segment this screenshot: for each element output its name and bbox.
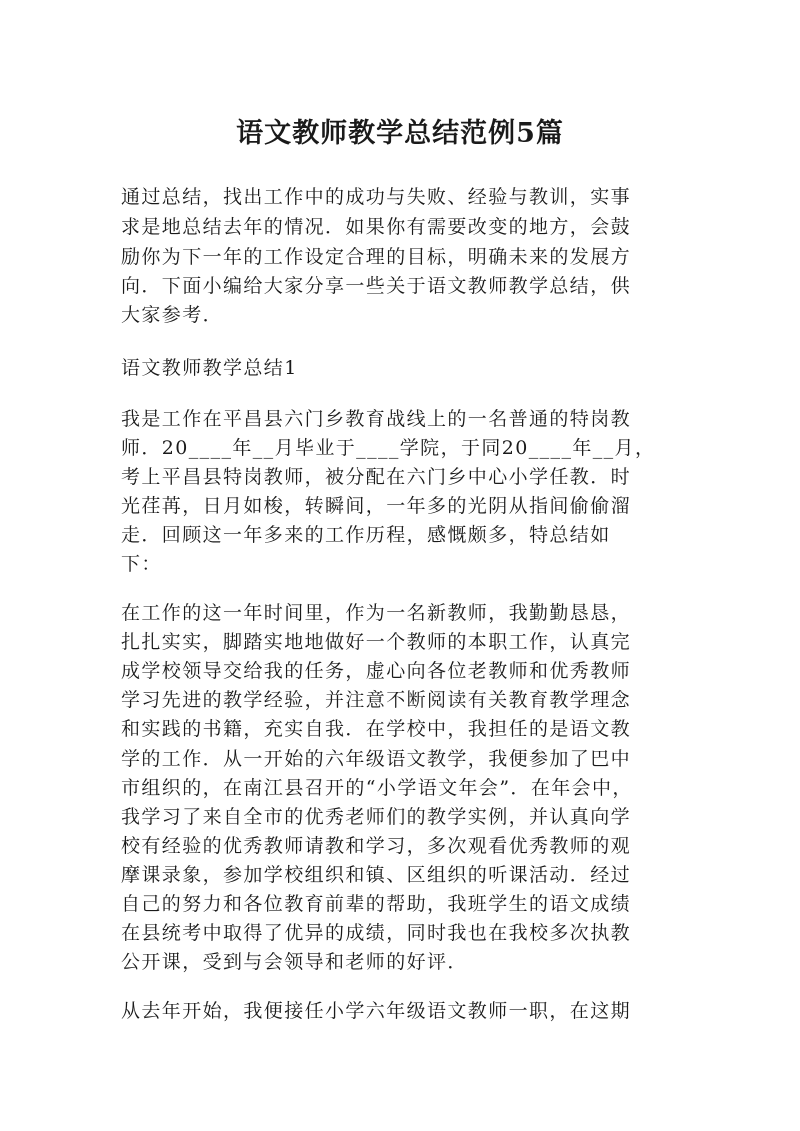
paragraph-line: 我学习了来自全市的优秀老师们的教学实例，并认真向学 xyxy=(121,806,632,828)
paragraph-line: 成学校领导交给我的任务，虚心向各位老教师和优秀教师 xyxy=(121,660,632,682)
paragraph-line: 自己的努力和各位教育前辈的帮助，我班学生的语文成绩 xyxy=(121,893,632,915)
paragraph-line: 扎扎实实，脚踏实地地做好一个教师的本职工作，认真完 xyxy=(121,631,632,653)
intro-line: 通过总结，找出工作中的成功与失败、经验与教训，实事 xyxy=(121,186,632,208)
paragraph-line: 摩课录象，参加学校组织和镇、区组织的听课活动．经过 xyxy=(121,864,632,886)
paragraph-line: 下： xyxy=(121,553,162,575)
intro-line: 向．下面小编给大家分享一些关于语文教师教学总结，供 xyxy=(121,275,632,297)
intro-line: 励你为下一年的工作设定合理的目标，明确未来的发展方 xyxy=(121,246,632,268)
paragraph-line: 和实践的书籍，充实自我．在学校中，我担任的是语文教 xyxy=(121,718,632,740)
paragraph-line: 公开课，受到与会领导和老师的好评． xyxy=(121,951,468,973)
paragraph-line: 校有经验的优秀教师请教和学习，多次观看优秀教师的观 xyxy=(121,835,632,857)
paragraph-line: 在县统考中取得了优异的成绩，同时我也在我校多次执教 xyxy=(121,922,632,944)
paragraph-line: 光荏苒，日月如梭，转瞬间，一年多的光阴从指间偷偷溜 xyxy=(121,495,632,517)
paragraph-line: 师．20____年__月毕业于____学院，于同20____年__月， xyxy=(121,437,656,459)
paragraph-line: 考上平昌县特岗教师，被分配在六门乡中心小学任教．时 xyxy=(121,466,632,488)
paragraph-line: 市组织的，在南江县召开的“小学语文年会”．在年会中， xyxy=(121,777,633,799)
paragraph-line: 走．回顾这一年多来的工作历程，感慨颇多，特总结如 xyxy=(121,524,611,546)
intro-line: 大家参考． xyxy=(121,304,224,326)
document-title: 语文教师教学总结范例5篇 xyxy=(236,118,564,149)
paragraph-line: 在工作的这一年时间里，作为一名新教师，我勤勤恳恳， xyxy=(121,602,632,624)
intro-line: 求是地总结去年的情况．如果你有需要改变的地方，会鼓 xyxy=(121,216,632,238)
paragraph-line: 学的工作．从一开始的六年级语文教学，我便参加了巴中 xyxy=(121,748,632,770)
section-heading: 语文教师教学总结1 xyxy=(121,357,298,379)
paragraph-line: 学习先进的教学经验，并注意不断阅读有关教育教学理念 xyxy=(121,689,632,711)
paragraph-line: 从去年开始，我便接任小学六年级语文教师一职，在这期 xyxy=(121,1000,632,1022)
paragraph-line: 我是工作在平昌县六门乡教育战线上的一名普通的特岗教 xyxy=(121,408,632,430)
